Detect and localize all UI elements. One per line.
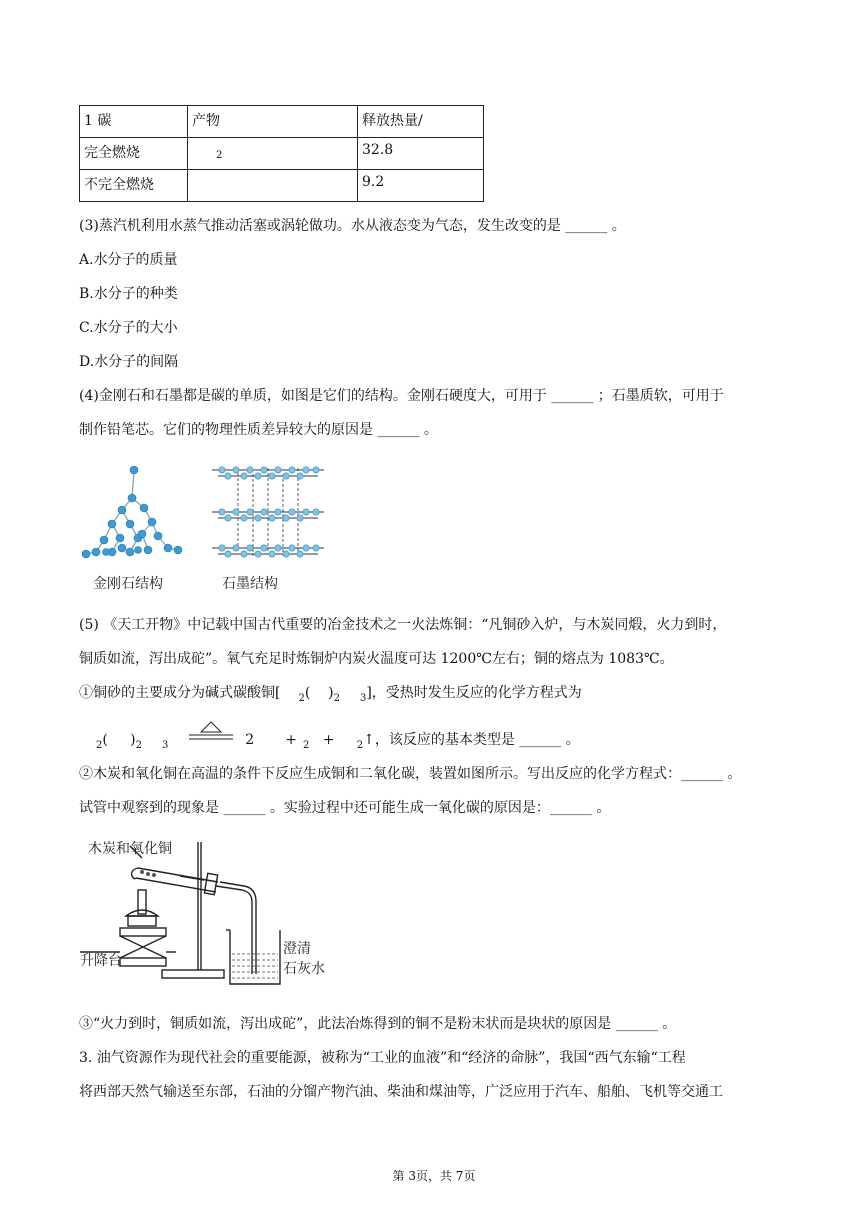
sub-question-2-line1: ②木炭和氧化铜在高温的条件下反应生成铜和二氧化碳，装置如图所示。写出反应的化学方程式：______ 。 bbox=[79, 766, 742, 782]
table-cell: 不完全燃烧 bbox=[80, 170, 188, 202]
table-header-cell: 产物 bbox=[188, 106, 358, 138]
apparatus-label-reagents: 木炭和氧化铜 bbox=[88, 841, 172, 857]
option-b: B.水分子的种类 bbox=[79, 286, 178, 302]
chemical-equation: $_2$( )$_2$ $_3$ 2 + $_2$ + $_2$↑，该反应的基本类型是 ______ 。 bbox=[96, 722, 580, 749]
sub-question-3: ③“火力到时，铜质如流，泻出成砣”，此法冶炼得到的铜不是粉末状而是块状的原因是 ______ 。 bbox=[79, 1016, 677, 1032]
question-5-line1: (5) 《天工开物》中记载中国古代重要的冶金技术之一火法炼铜：“凡铜砂入炉，与木炭同煅，火力到时， bbox=[79, 617, 727, 633]
table-cell: 完全燃烧 bbox=[80, 138, 188, 170]
table-cell: 32.8 bbox=[358, 138, 484, 170]
table-cell bbox=[188, 170, 358, 202]
apparatus-label-lime-1: 澄清 bbox=[283, 941, 311, 957]
question-6-line2: 将西部天然气输送至东部，石油的分馏产物汽油、柴油和煤油等，广泛应用于汽车、船舶、飞机等交通工 bbox=[79, 1084, 723, 1100]
table-cell bbox=[188, 138, 358, 170]
option-d: D.水分子的间隔 bbox=[79, 354, 179, 370]
sub-question-1-tail: ]，受热时发生反应的化学方程式为 bbox=[366, 685, 582, 701]
apparatus-label-lime-2: 石灰水 bbox=[283, 961, 325, 977]
table-row bbox=[80, 138, 484, 170]
question-4-line1: (4)金刚石和石墨都是碳的单质，如图是它们的结构。金刚石硬度大，可用于 ______ ；石墨质软，可用于 bbox=[79, 388, 724, 404]
diamond-caption: 金刚石结构 bbox=[93, 576, 163, 592]
sub-question-1-lead: ①铜砂的主要成分为碱式碳酸铜[ bbox=[79, 685, 281, 701]
option-a: A.水分子的质量 bbox=[79, 252, 178, 268]
table-row bbox=[80, 170, 484, 202]
table-header-cell: 释放热量/ bbox=[358, 106, 484, 138]
heat-table bbox=[79, 105, 484, 202]
sub-question-1-text: ①铜砂的主要成分为碱式碳酸铜[ $_2$( )$_2$ $_3$]，受热时发生反应的化学方程式为 bbox=[79, 685, 582, 704]
sub-question-2-line2: 试管中观察到的现象是 ______ 。实验过程中还可能生成一氧化碳的原因是：______ 。 bbox=[79, 800, 611, 816]
question-4-line2: 制作铅笔芯。它们的物理性质差异较大的原因是 ______ 。 bbox=[79, 422, 438, 438]
question-5-line2: 铜质如流，泻出成砣”。氧气充足时炼铜炉内炭火温度可达 1200℃左右；铜的熔点为 1083℃。 bbox=[79, 651, 674, 667]
subscript: 2 bbox=[216, 150, 223, 161]
table-header-row bbox=[80, 106, 484, 138]
diamond-structure-image bbox=[82, 462, 194, 570]
equation-tail: ↑，该反应的基本类型是 ______ 。 bbox=[363, 732, 580, 748]
table-header-cell: 1 碳 bbox=[80, 106, 188, 138]
apparatus-label-lift: 升降台 bbox=[80, 953, 122, 969]
graphite-structure-image bbox=[208, 460, 328, 564]
option-c: C.水分子的大小 bbox=[79, 320, 178, 336]
page-footer: 第 3页，共 7页 bbox=[392, 1169, 476, 1183]
table-cell: 9.2 bbox=[358, 170, 484, 202]
heat-triangle-icon bbox=[187, 720, 235, 742]
question-3-stem: (3)蒸汽机利用水蒸气推动活塞或涡轮做功。水从液态变为气态，发生改变的是 ______ 。 bbox=[79, 218, 626, 234]
question-6-line1: 3. 油气资源作为现代社会的重要能源，被称为“工业的血液”和“经济的命脉”，我国“西气东输“工程 bbox=[79, 1050, 686, 1066]
graphite-caption: 石墨结构 bbox=[222, 576, 278, 592]
